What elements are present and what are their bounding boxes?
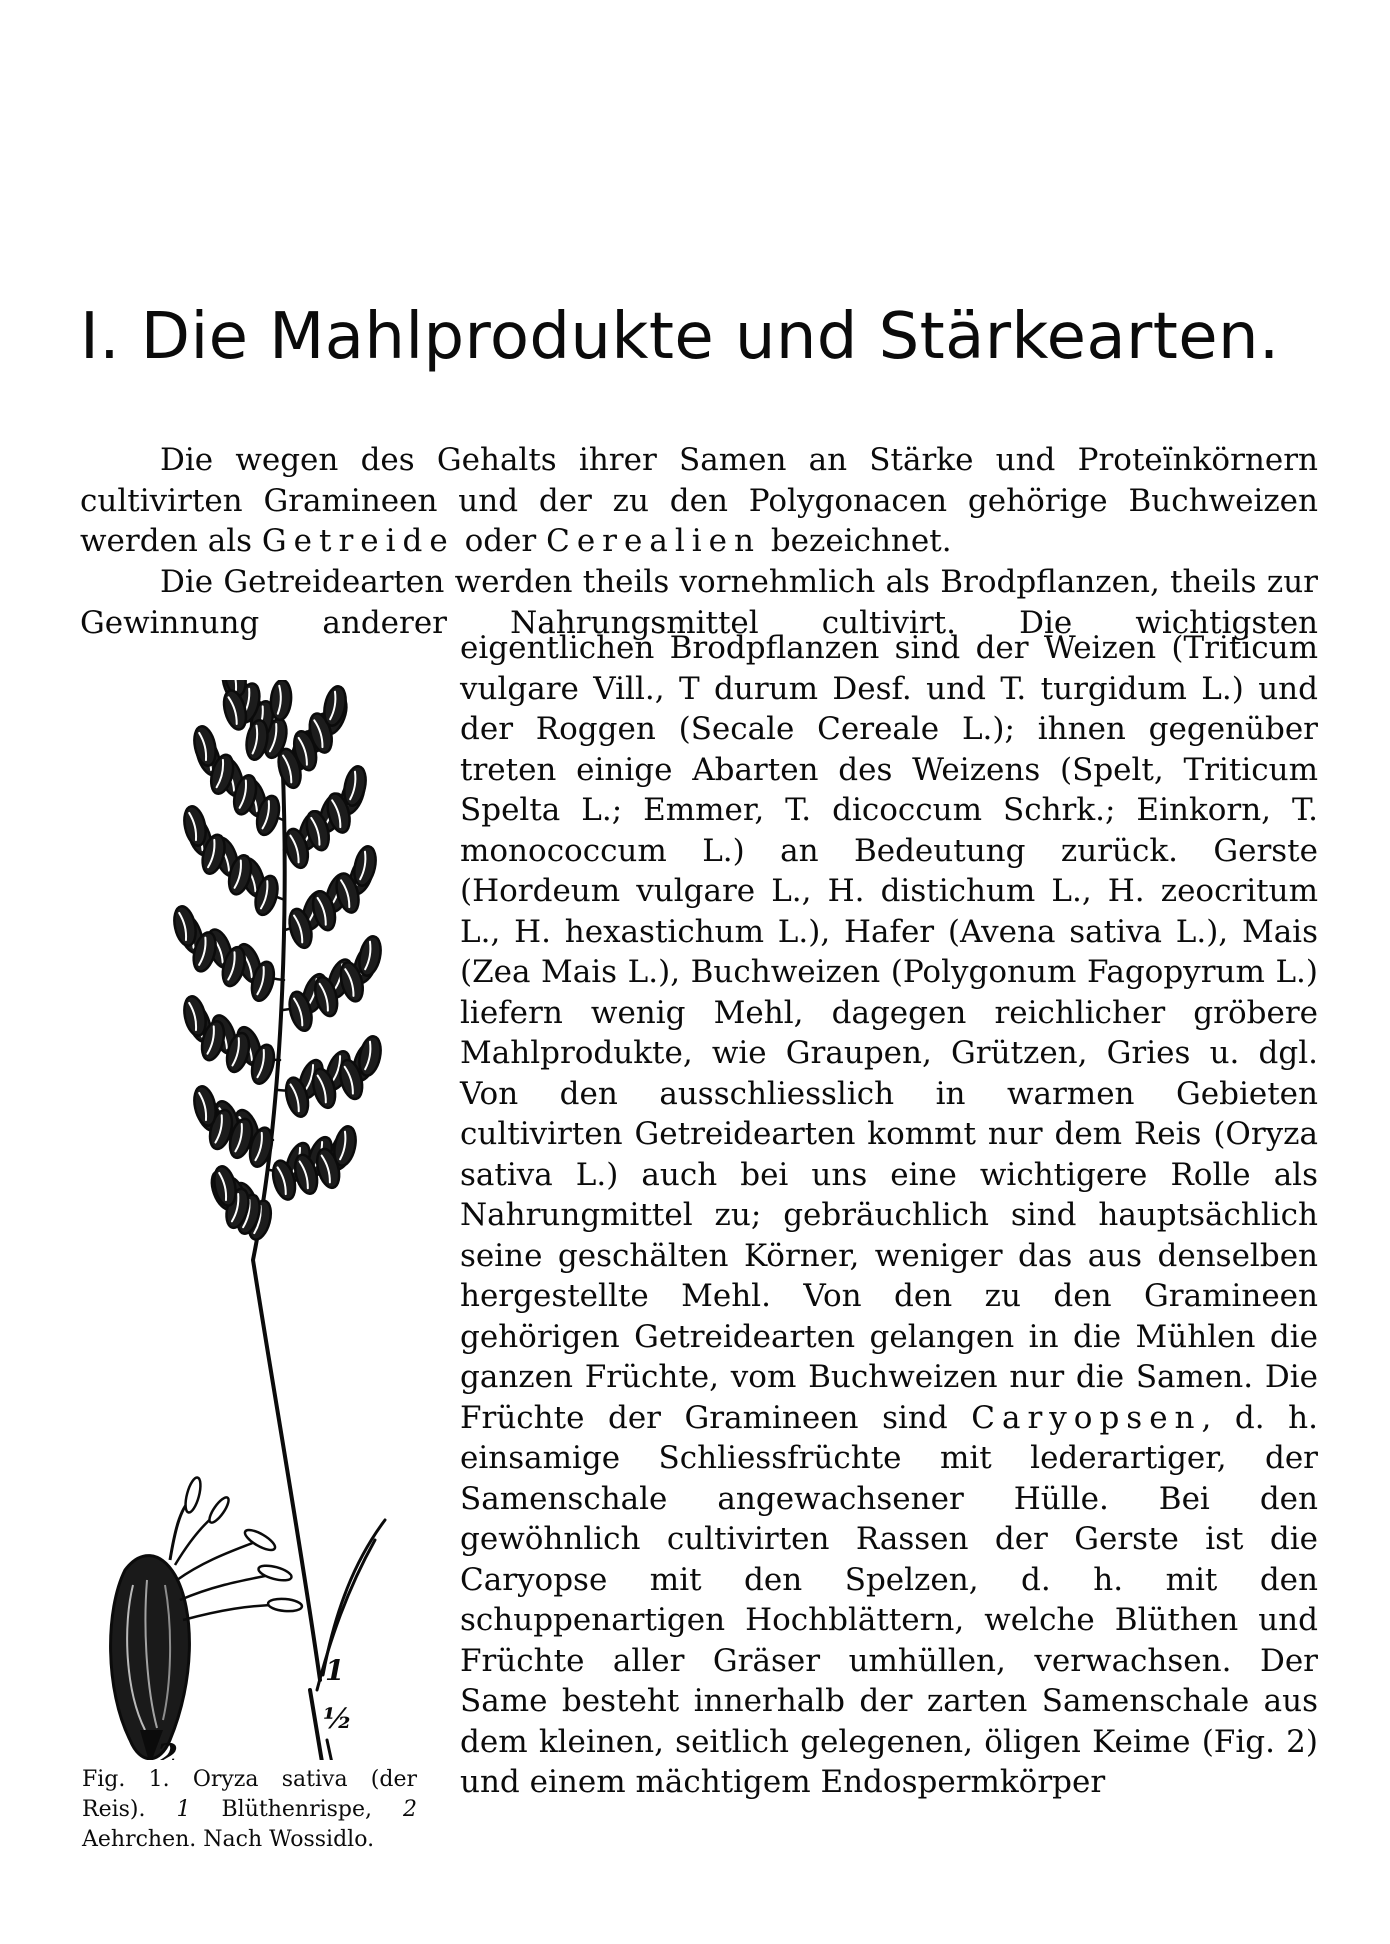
chapter-title: I. Die Mahlprodukte und Stärkearten. bbox=[80, 300, 1280, 374]
paragraph-2-intro: Die Getreidearten werden theils vornehmlich als Brodpflanzen, theils zur Gewinnung anderer Nahrungsmittel cultivirt. Die wichtigsten bbox=[80, 564, 1318, 641]
caption-num-1: 1 bbox=[176, 1797, 191, 1822]
caption-part-1: Blüthenrispe, bbox=[221, 1797, 373, 1822]
rice-spikelet-illustration bbox=[111, 1476, 303, 1760]
paragraph-1 bbox=[80, 440, 1318, 562]
figure-label-scale: ½ bbox=[323, 1702, 353, 1735]
caption-fig: Fig. 1. bbox=[82, 1767, 170, 1792]
figure-label-1: 1 bbox=[325, 1654, 345, 1687]
figure-caption bbox=[82, 1765, 417, 1855]
caption-num-2: 2 bbox=[403, 1797, 418, 1822]
panicle-stem bbox=[323, 1520, 385, 1675]
caption-part-2: Aehrchen. Nach Wossidlo. bbox=[82, 1827, 375, 1852]
paragraph-2-text-a: eigentlichen Brodpflanzen sind der Weizen (Triticum vulgare Vill., T durum Desf. und T. turgidum L.) und der Roggen (Secale Cereale L.); ihnen gegenüber treten einige Abarten des Weizens (Spelt, Triticum Spelta L.; Emmer, T. dicoccum Schrk.; Einkorn, T. monococcum L.) an Bedeutung zurück. Gerste (Hordeum vulgare L., H. distichum L., H. zeocritum L., H. hexastichum L.), Hafer (Avena sativa L.), Mais (Zea Mais L.), Buchweizen (Polygonum Fagopyrum L.) liefern wenig Mehl, dagegen reichlicher gröbere Mahlprodukte, wie Graupen, Grützen, Gries u. dgl. Von den ausschliesslich in warmen Gebieten cultivirten Getreidearten kommt nur dem Reis (Oryza sativa L.) auch bei uns eine wichtigere Rolle als Nahrungmittel zu; gebräuchlich sind hauptsächlich seine geschälten Körner, weniger das aus denselben hergestellte Mehl. Von den zu den Gramineen gehörigen Getreidearten gelangen in die Mühlen die ganzen Früchte, vom Buchweizen nur die Samen. Die Früchte der Gramineen sind bbox=[460, 630, 1318, 1436]
paragraph-1-text-a: Die wegen des Gehalts ihrer Samen an Stärke und Proteïnkörnern cultivirten Gramineen und der zu den Polygonacen gehörige Buchweizen werden als bbox=[80, 442, 1318, 559]
paragraph-2-column bbox=[460, 628, 1318, 1803]
panicle-stem bbox=[327, 1740, 340, 1760]
caption-species: Oryza sativa (der Reis). bbox=[82, 1767, 417, 1822]
term-cerealien: Cerealien bbox=[546, 523, 761, 559]
figure-label-2: 2 bbox=[157, 1738, 178, 1760]
rice-figure bbox=[85, 680, 445, 1760]
paragraph-1-text-b: oder bbox=[454, 523, 547, 559]
term-getreide: Getreide bbox=[261, 523, 455, 559]
paragraph-1-text-c: bezeichnet. bbox=[760, 523, 952, 559]
rice-illustration bbox=[85, 680, 445, 1760]
paragraph-2-text-b: , d. h. einsamige Schliessfrüchte mit lederartiger, der Samenschale angewachsener Hülle. Bei den gewöhnlich cultivirten Rassen der Gerste ist die Caryopse mit den Spelzen, d. h. mit den schuppenartigen Hochblättern, welche Blüthen und Früchte aller Gräser umhüllen, verwachsen. Der Same besteht innerhalb der zarten Samenschale aus dem kleinen, seitlich gelegenen, öligen Keime (Fig. 2) und einem mächtigem Endospermkörper bbox=[460, 1399, 1318, 1800]
term-caryopsen: Caryopsen bbox=[971, 1399, 1202, 1436]
